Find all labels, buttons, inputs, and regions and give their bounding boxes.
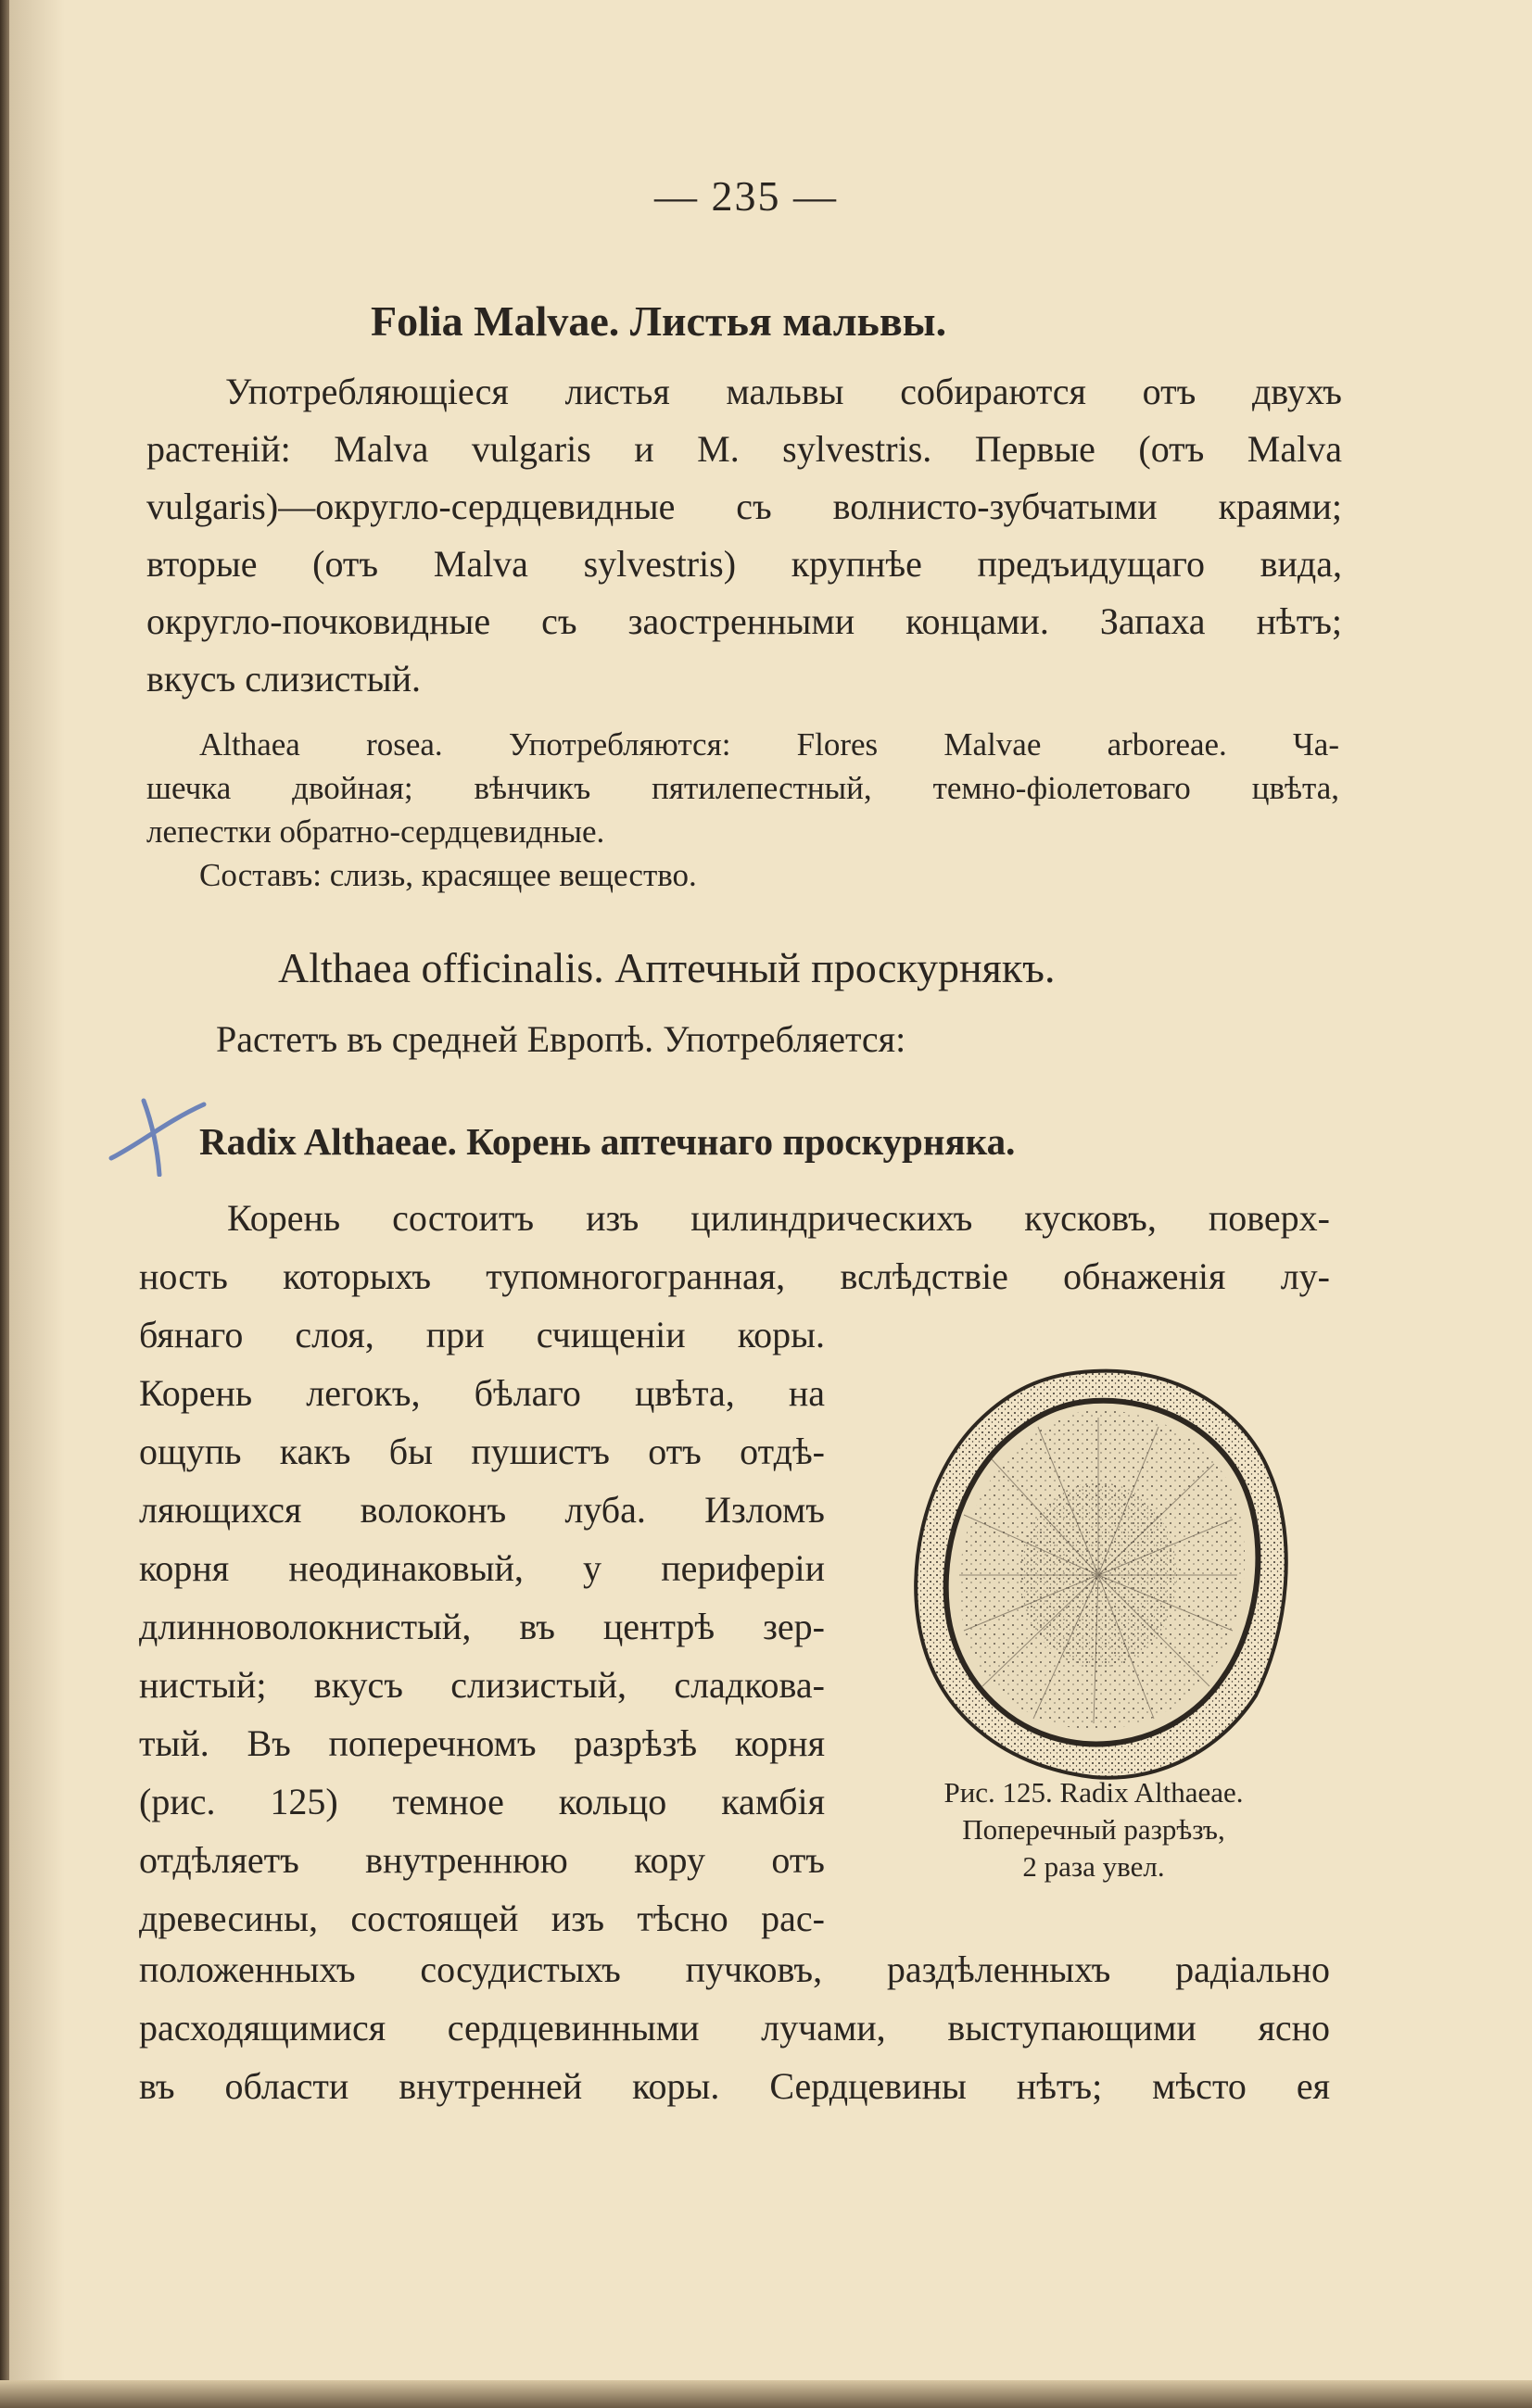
- text-line: положенныхъ сосудистыхъ пучковъ, раздѣленныхъ радіально: [139, 1948, 1330, 1990]
- text-line: vulgaris)—округло-сердцевидные съ волнисто-зубчатыми краями;: [146, 485, 1342, 527]
- caption-line: 2 раза увел.: [1022, 1850, 1165, 1883]
- text-line: вторые (отъ Malva sylvestris) крупнѣе предъидущаго вида,: [146, 543, 1342, 585]
- text-line: растеній: Malva vulgaris и M. sylvestris. Первые (отъ Malva: [146, 428, 1342, 470]
- paragraph-intro: [216, 1012, 905, 1067]
- paragraph-radix-top: [139, 1189, 1330, 1305]
- text-line: ность которыхъ тупомногогранная, вслѣдствіе обнаженія лу-: [139, 1255, 1330, 1297]
- text-line: Althaea rosea. Употребляются: Flores Malvae arboreae. Ча-: [199, 726, 1339, 763]
- text-line: Растетъ въ средней Европѣ. Употребляется:: [216, 1018, 906, 1060]
- paragraph-radix-narrow: [139, 1305, 825, 1948]
- section-heading-radix-althaeae: Radix Althaeae. Корень аптечнаго проскурняка.: [199, 1120, 1016, 1163]
- text-line: Употребляющіеся листья мальвы собираются отъ двухъ: [225, 371, 1342, 412]
- text-line: въ области внутренней коры. Сердцевины нѣтъ; мѣсто ея: [139, 2065, 1330, 2107]
- section-heading-althaea-officinalis: Althaea officinalis. Аптечный проскурнякъ.: [278, 944, 1056, 991]
- pencil-mark: [102, 1093, 209, 1177]
- text-line: нистый; вкусъ слизистый, сладкова-: [139, 1664, 825, 1706]
- text-line: (рис. 125) темное кольцо камбія: [139, 1781, 825, 1822]
- paragraph-althaea-rosea: [146, 766, 1339, 897]
- figure-root-cross-section: [890, 1353, 1298, 1797]
- text-line: корня неодинаковый, у периферіи: [139, 1547, 825, 1589]
- text-line: округло-почковидные съ заостренными концами. Запаха нѣтъ;: [146, 600, 1342, 642]
- text-line: шечка двойная; вѣнчикъ пятилепестный, темно-фіолетоваго цвѣта,: [146, 770, 1339, 806]
- text-line: Составъ: слизь, красящее вещество.: [199, 857, 697, 893]
- page-number: — 235 —: [654, 172, 838, 220]
- text-line: Корень состоитъ изъ цилиндрическихъ кусковъ, поверх-: [227, 1197, 1330, 1239]
- caption-line: Поперечный разрѣзъ,: [962, 1813, 1225, 1846]
- text-line: отдѣляетъ внутреннюю кору отъ: [139, 1839, 825, 1881]
- page-edge-bottom: [0, 2380, 1532, 2408]
- paragraph-folia-malvae: [146, 363, 1342, 708]
- text-line: расходящимися сердцевинными лучами, выступающими ясно: [139, 2007, 1330, 2049]
- page-edge-left: [0, 0, 9, 2408]
- figure-caption: [876, 1774, 1311, 1885]
- text-line: тый. Въ поперечномъ разрѣзѣ корня: [139, 1722, 825, 1764]
- text-line: Корень легокъ, бѣлаго цвѣта, на: [139, 1372, 825, 1414]
- text-line: лепестки обратно-сердцевидные.: [146, 813, 605, 850]
- text-line: вкусъ слизистый.: [146, 658, 422, 700]
- text-line: древесины, состоящей изъ тѣсно рас-: [139, 1897, 825, 1939]
- text-line: ляющихся волоконъ луба. Изломъ: [139, 1489, 825, 1531]
- text-line: бянаго слоя, при счищеніи коры.: [139, 1314, 825, 1355]
- text-line: длинноволокнистый, въ центрѣ зер-: [139, 1606, 825, 1647]
- paragraph-radix-bottom: [139, 1940, 1330, 2115]
- section-heading-folia-malvae: Folia Malvae. Листья мальвы.: [371, 297, 947, 345]
- page-gutter-shadow: [9, 0, 65, 2381]
- text-line: ощупь какъ бы пушистъ отъ отдѣ-: [139, 1431, 825, 1472]
- caption-line: Рис. 125. Radix Althaeae.: [943, 1776, 1244, 1809]
- paragraph-althaea-rosea-first: [199, 723, 1339, 766]
